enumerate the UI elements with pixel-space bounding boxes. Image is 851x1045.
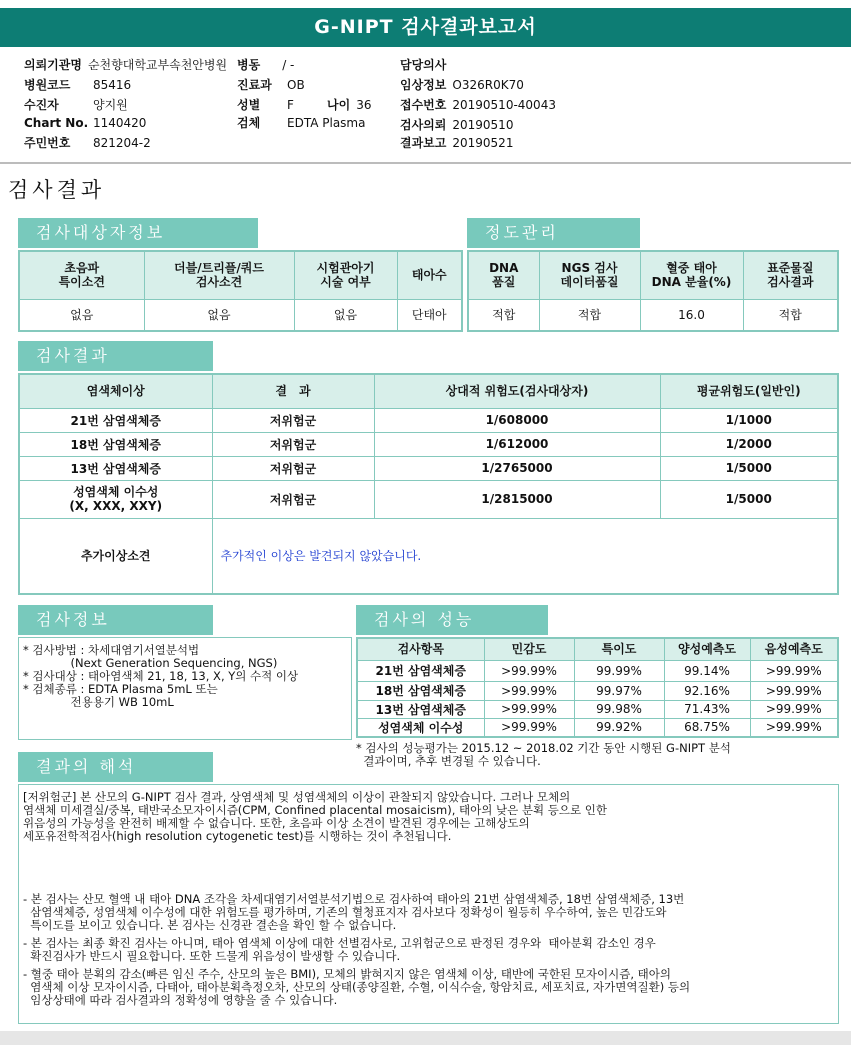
perf-cell: 99.92% bbox=[574, 718, 664, 737]
info-patient: 수진자 양지원 bbox=[24, 98, 128, 112]
perf-cell: 71.43% bbox=[664, 700, 750, 718]
result-row-result: 저위험군 bbox=[212, 480, 374, 518]
subject-info-tab: 검사대상자정보 bbox=[18, 218, 258, 248]
table-row bbox=[357, 718, 838, 737]
info-institution: 의뢰기관명 순천향대학교부속천안병원 bbox=[24, 58, 228, 72]
info-accession: 접수번호 20190510-40043 bbox=[400, 98, 556, 112]
subject-value-fetus-count: 단태아 bbox=[397, 299, 462, 331]
info-doctor: 담당의사 bbox=[400, 58, 447, 72]
interpretation-note: - 혈중 태아 분획의 감소(빠른 임신 주수, 산모의 높은 BMI), 모체의 밝혀지지 않은 염색체 이상, 태반에 국한된 모자이시즘, 태아의 염색체 이상 모자이시즘, 다태아, 태아분획측정오차, 산모의 상태(종양질환, 수혈, 이식수술, 항암치료, 세포치료, 자가면역질환) 등의 임상상태에 따라 검사결과의 정확성에 영향을 줄 수 있습니다. bbox=[23, 967, 691, 1007]
result-tab: 검사결과 bbox=[18, 341, 213, 371]
test-info-tab: 검사정보 bbox=[18, 605, 213, 635]
result-row-name: 13번 삼염색체증 bbox=[19, 456, 212, 480]
table-row bbox=[357, 700, 838, 718]
qc-value-ngs: 적합 bbox=[539, 299, 640, 331]
interpretation-note: - 본 검사는 최종 확진 검사는 아니며, 태아 염색체 이상에 대한 선별검사로, 고위험군으로 판정된 경우와 태아분획 감소인 경우 확진검사가 반드시 필요합니다. 또한 드물게 위음성이 발생할 수 있습니다. bbox=[23, 936, 656, 963]
interpretation-main: [저위험군] 본 산모의 G-NIPT 검사 결과, 상염색체 및 성염색체의 이상이 관찰되지 않았습니다. 그러나 모체의 염색체 미세결실/중복, 태반국소모자이시즘(CPM, Confined placental mosaicism), 태아의 낮은 분획 등으로 인한 위음성의 가능성을 완전히 배제할 수 없습니다. 또한, 초음파 이상 소견이 발견된 경우에는 고해상도의 세포유전학적검사(high resolution cytogenetic test)를 시행하는 것이 추천됩니다. bbox=[23, 790, 607, 843]
table-row bbox=[19, 408, 838, 432]
result-header-average-risk: 평균위험도(일반인) bbox=[660, 374, 838, 408]
results-heading: 검사결과 bbox=[8, 178, 106, 202]
table-row bbox=[357, 660, 838, 681]
performance-note: * 검사의 성능평가는 2015.12 ~ 2018.02 기간 동안 시행된 G-NIPT 분석 결과이며, 추후 변경될 수 있습니다. bbox=[356, 741, 731, 768]
table-row bbox=[19, 456, 838, 480]
qc-value-dna: 적합 bbox=[468, 299, 539, 331]
qc-header-dna: DNA 품질 bbox=[468, 251, 539, 299]
perf-cell: >99.99% bbox=[484, 681, 574, 700]
performance-table bbox=[356, 637, 839, 738]
perf-header-sensitivity: 민감도 bbox=[484, 638, 574, 660]
info-request-date: 검사의뢰 20190510 bbox=[400, 118, 514, 132]
info-sex: 성별 F bbox=[237, 98, 294, 112]
info-chart-no: Chart No. 1140420 bbox=[24, 116, 147, 130]
info-clinical: 임상정보 O326R0K70 bbox=[400, 78, 524, 92]
interpretation-tab: 결과의 해석 bbox=[18, 752, 213, 782]
subject-header-ivf: 시험관아기 시술 여부 bbox=[294, 251, 397, 299]
result-table bbox=[18, 373, 839, 595]
qc-header-reference: 표준물질 검사결과 bbox=[743, 251, 838, 299]
interpretation-box bbox=[18, 784, 839, 1024]
perf-cell: >99.99% bbox=[484, 660, 574, 681]
result-row-average: 1/5000 bbox=[660, 456, 838, 480]
qc-value-reference: 적합 bbox=[743, 299, 838, 331]
report-title: G-NIPT 검사결과보고서 bbox=[0, 8, 851, 47]
perf-cell: 성염색체 이수성 bbox=[357, 718, 484, 737]
result-header-result: 결 과 bbox=[212, 374, 374, 408]
perf-cell: >99.99% bbox=[750, 718, 838, 737]
result-row-relative: 1/2815000 bbox=[374, 480, 660, 518]
test-info-box bbox=[18, 637, 352, 740]
test-info-text: * 검사방법 : 차세대염기서열분석법 (Next Generation Sequencing, NGS) * 검사대상 : 태아염색체 21, 18, 13, X, Y의 수적 이상 * 검체종류 : EDTA Plasma 5mL 또는 전용용기 WB 10mL bbox=[23, 643, 299, 709]
additional-findings-label: 추가이상소견 bbox=[19, 518, 212, 594]
perf-cell: >99.99% bbox=[750, 700, 838, 718]
subject-header-fetus-count: 태아수 bbox=[397, 251, 462, 299]
table-row bbox=[357, 681, 838, 700]
perf-cell: 68.75% bbox=[664, 718, 750, 737]
perf-cell: 21번 삼염색체증 bbox=[357, 660, 484, 681]
table-row bbox=[19, 432, 838, 456]
result-row-result: 저위험군 bbox=[212, 456, 374, 480]
perf-cell: 99.97% bbox=[574, 681, 664, 700]
info-age: 나이 36 bbox=[327, 98, 372, 112]
result-row-average: 1/1000 bbox=[660, 408, 838, 432]
perf-cell: 99.14% bbox=[664, 660, 750, 681]
perf-cell: 99.98% bbox=[574, 700, 664, 718]
subject-value-ivf: 없음 bbox=[294, 299, 397, 331]
qc-tab: 정도관리 bbox=[467, 218, 640, 248]
result-row-average: 1/2000 bbox=[660, 432, 838, 456]
result-header-relative-risk: 상대적 위험도(검사대상자) bbox=[374, 374, 660, 408]
perf-header-specificity: 특이도 bbox=[574, 638, 664, 660]
subject-info-table bbox=[18, 250, 463, 332]
perf-cell: >99.99% bbox=[484, 718, 574, 737]
info-ward: 병동 / - bbox=[237, 58, 295, 72]
info-report-date: 결과보고 20190521 bbox=[400, 136, 514, 150]
qc-table bbox=[467, 250, 839, 332]
qc-header-fraction: 혈중 태아 DNA 분율(%) bbox=[640, 251, 743, 299]
bottom-strip bbox=[0, 1031, 851, 1045]
table-row bbox=[19, 518, 838, 594]
table-row bbox=[19, 480, 838, 518]
info-resident-no: 주민번호 821204-2 bbox=[24, 136, 151, 150]
interpretation-note: - 본 검사는 산모 혈액 내 태아 DNA 조각을 차세대염기서열분석기법으로 검사하여 태아의 21번 삼염색체증, 18번 삼염색체증, 13번 삼염색체증, 성염색체 이수성에 대한 위험도를 평가하며, 기존의 혈청표지자 검사보다 정확성이 월등히 우수하여, 높은 민감도와 특이도를 보이고 있습니다. 본 검사는 신경관 결손을 확인 할 수 없습니다. bbox=[23, 892, 685, 932]
perf-cell: 99.99% bbox=[574, 660, 664, 681]
result-row-name: 21번 삼염색체증 bbox=[19, 408, 212, 432]
perf-header-npv: 음성예측도 bbox=[750, 638, 838, 660]
result-row-name: 18번 삼염색체증 bbox=[19, 432, 212, 456]
qc-value-fraction: 16.0 bbox=[640, 299, 743, 331]
subject-header-screening: 더블/트리플/쿼드 검사소견 bbox=[144, 251, 294, 299]
subject-header-ultrasound: 초음파 특이소견 bbox=[19, 251, 144, 299]
perf-cell: >99.99% bbox=[484, 700, 574, 718]
perf-cell: 18번 삼염색체증 bbox=[357, 681, 484, 700]
patient-info-box bbox=[0, 49, 851, 164]
info-specimen: 검체 EDTA Plasma bbox=[237, 116, 366, 130]
perf-cell: >99.99% bbox=[750, 660, 838, 681]
result-row-relative: 1/2765000 bbox=[374, 456, 660, 480]
perf-cell: >99.99% bbox=[750, 681, 838, 700]
subject-value-screening: 없음 bbox=[144, 299, 294, 331]
result-row-relative: 1/608000 bbox=[374, 408, 660, 432]
result-row-result: 저위험군 bbox=[212, 432, 374, 456]
result-row-relative: 1/612000 bbox=[374, 432, 660, 456]
result-row-result: 저위험군 bbox=[212, 408, 374, 432]
result-row-name: 성염색체 이수성 (X, XXX, XXY) bbox=[19, 480, 212, 518]
qc-header-ngs: NGS 검사 데이터품질 bbox=[539, 251, 640, 299]
result-row-average: 1/5000 bbox=[660, 480, 838, 518]
perf-header-item: 검사항목 bbox=[357, 638, 484, 660]
perf-cell: 13번 삼염색체증 bbox=[357, 700, 484, 718]
additional-findings-text: 추가적인 이상은 발견되지 않았습니다. bbox=[212, 518, 838, 594]
performance-tab: 검사의 성능 bbox=[356, 605, 548, 635]
perf-cell: 92.16% bbox=[664, 681, 750, 700]
info-department: 진료과 OB bbox=[237, 78, 305, 92]
info-hospital-code: 병원코드 85416 bbox=[24, 78, 132, 92]
result-header-chromosome: 염색체이상 bbox=[19, 374, 212, 408]
subject-value-ultrasound: 없음 bbox=[19, 299, 144, 331]
perf-header-ppv: 양성예측도 bbox=[664, 638, 750, 660]
